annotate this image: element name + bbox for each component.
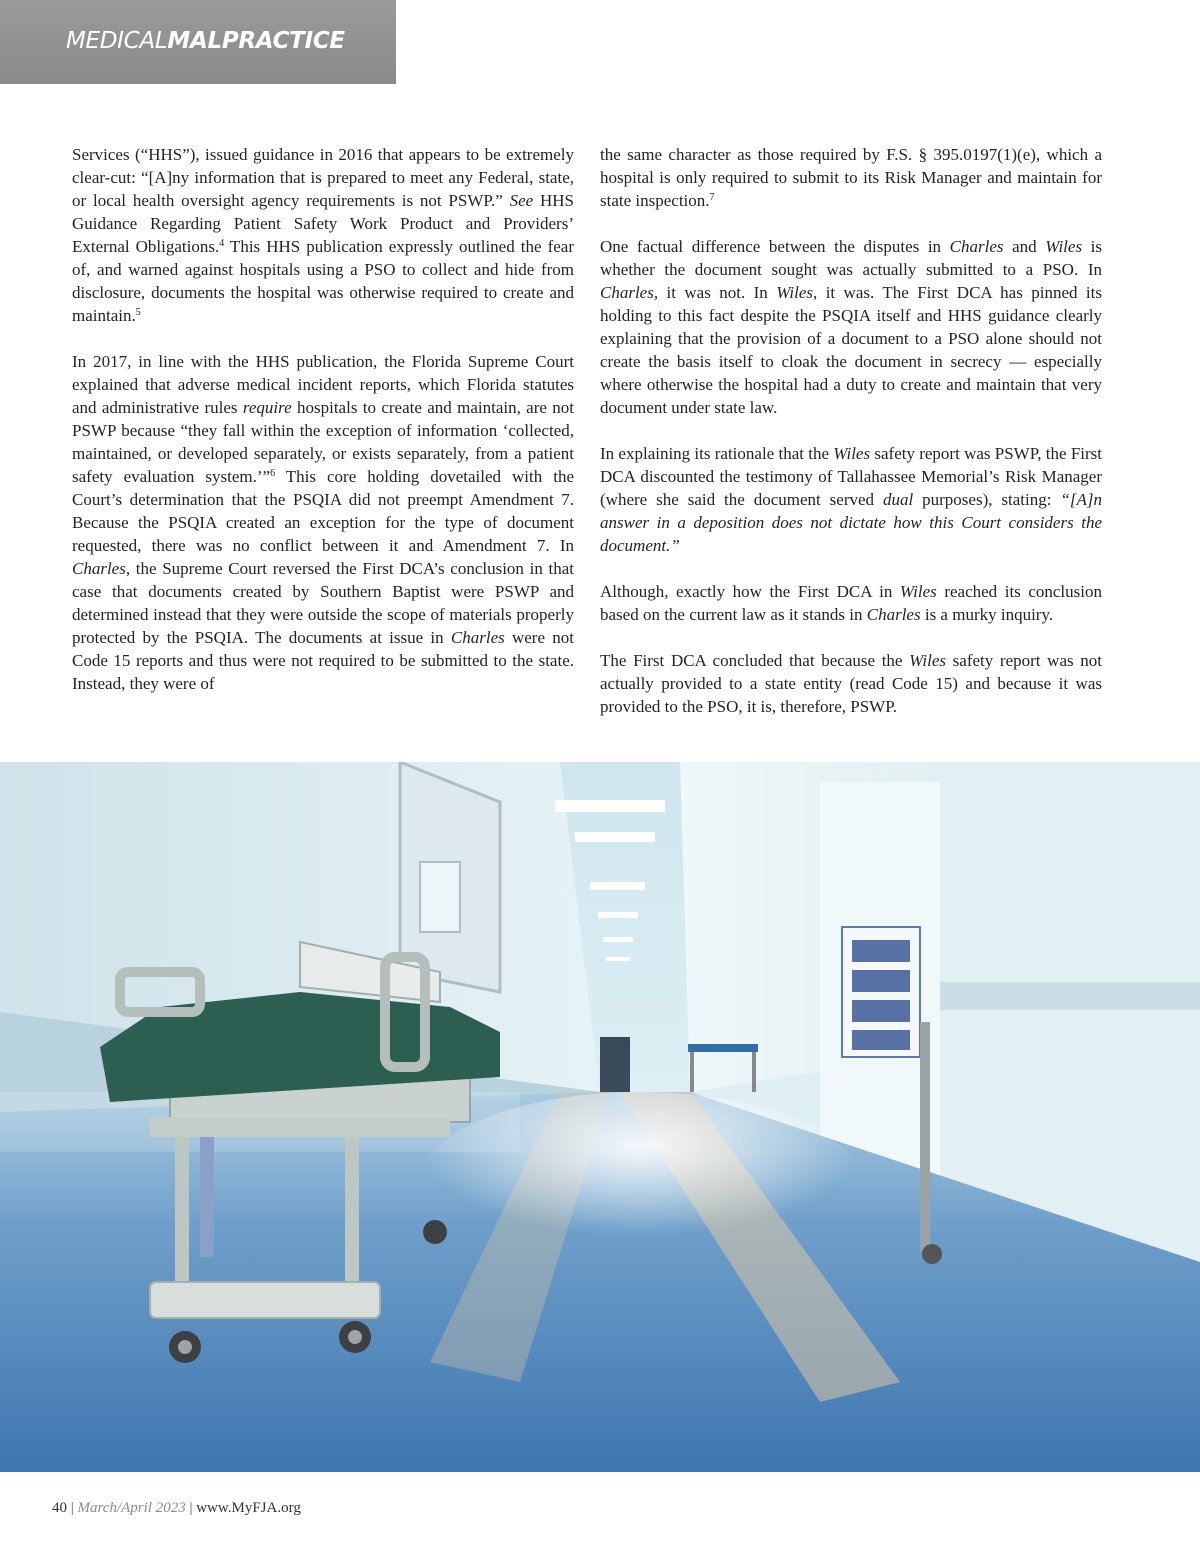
paragraph: The First DCA concluded that because the Wiles safety report was not actually provided to a state entity (read Code 15) and because it was provided to the PSO, it is, therefore, PSWP. bbox=[600, 651, 1103, 716]
paragraph: Services (“HHS”), issued guidance in 2016 that appears to be extremely clear-cut: “[A]ny information that is prepared to meet any Federal, state, or local health oversight agency requirements is not PSWP.” See HHS Guidance Regarding Patient Safety Work Product and Providers’ External Obligations.$^4$ This HHS publication expressly outlined the fear of, and warned against hospitals using a PSO to collect and hide from disclosure, documents the hospital was otherwise required to create and maintain.$^5$ bbox=[72, 145, 574, 325]
website-link[interactable]: www.MyFJA.org bbox=[196, 1500, 301, 1516]
footer-separator: | bbox=[189, 1500, 193, 1516]
paragraph: In explaining its rationale that the Wiles safety report was PSWP, the First DCA discounted the testimony of Tallahassee Memorial’s Risk Manager (where she said the document served dual purposes), stating: “[A]n answer in a deposition does not dictate how this Court considers the document.” bbox=[600, 444, 1102, 555]
paragraph: In 2017, in line with the HHS publication, the Florida Supreme Court explained that adverse medical incident reports, which Florida statutes and administrative rules require hospitals to create and maintain, are not PSWP because “they fall within the exception of information ‘collected, maintained, or developed separately, or exists separately, from a patient safety evaluation system.’”$^6$ This core holding dovetailed with the Court’s determination that the PSQIA did not preempt Amendment 7. Because the PSQIA created an exception for the type of document requested, there was no conflict between it and Amendment 7. In Charles, the Supreme Court reversed the First DCA’s conclusion in that case that documents created by Southern Baptist were PSWP and determined instead that they were outside the scope of materials properly protected by the PSQIA. The documents at issue in Charles were not Code 15 reports and thus were not required to be submitted to the state. Instead, they were of bbox=[72, 352, 574, 693]
footer-separator: | bbox=[70, 1500, 74, 1516]
paragraph: the same character as those required by F.S. § 395.0197(1)(e), which a hospital is only required to submit to its Risk Manager and maintain for state inspection.$^7$ bbox=[600, 145, 1102, 210]
section-title-bold: MALPRACTICE bbox=[167, 28, 345, 54]
hospital-corridor-photo bbox=[0, 762, 1200, 1472]
page-number: 40 bbox=[52, 1500, 67, 1516]
paragraph: Although, exactly how the First DCA in Wiles reached its conclusion based on the current law as it stands in Charles is a murky inquiry. bbox=[600, 582, 1102, 624]
section-title bbox=[66, 28, 345, 54]
page-footer bbox=[52, 1500, 301, 1517]
paragraph: One factual difference between the disputes in Charles and Wiles is whether the document sought was actually submitted to a PSO. In Charles, it was not. In Wiles, it was. The First DCA has pinned its holding to this fact despite the PSQIA itself and HHS guidance clearly explaining that the provision of a document to a PSO alone should not create the basis itself to cloak the document in secrecy — especially where otherwise the hospital had a duty to create and maintain that very document under state law. bbox=[600, 237, 1103, 417]
issue-date: March/April 2023 bbox=[77, 1500, 186, 1516]
footnote-ref: 5 bbox=[135, 307, 141, 318]
quote: “[A]n answer in a deposition does not dictate how this Court considers the document.” bbox=[600, 490, 1102, 555]
footnote-ref: 7 bbox=[709, 192, 715, 203]
footnote-ref: 6 bbox=[270, 468, 276, 479]
section-title-light: MEDICAL bbox=[66, 28, 168, 54]
right-column bbox=[600, 143, 1102, 741]
section-tab bbox=[0, 0, 396, 84]
left-column bbox=[72, 143, 574, 718]
footnote-ref: 4 bbox=[219, 238, 225, 249]
